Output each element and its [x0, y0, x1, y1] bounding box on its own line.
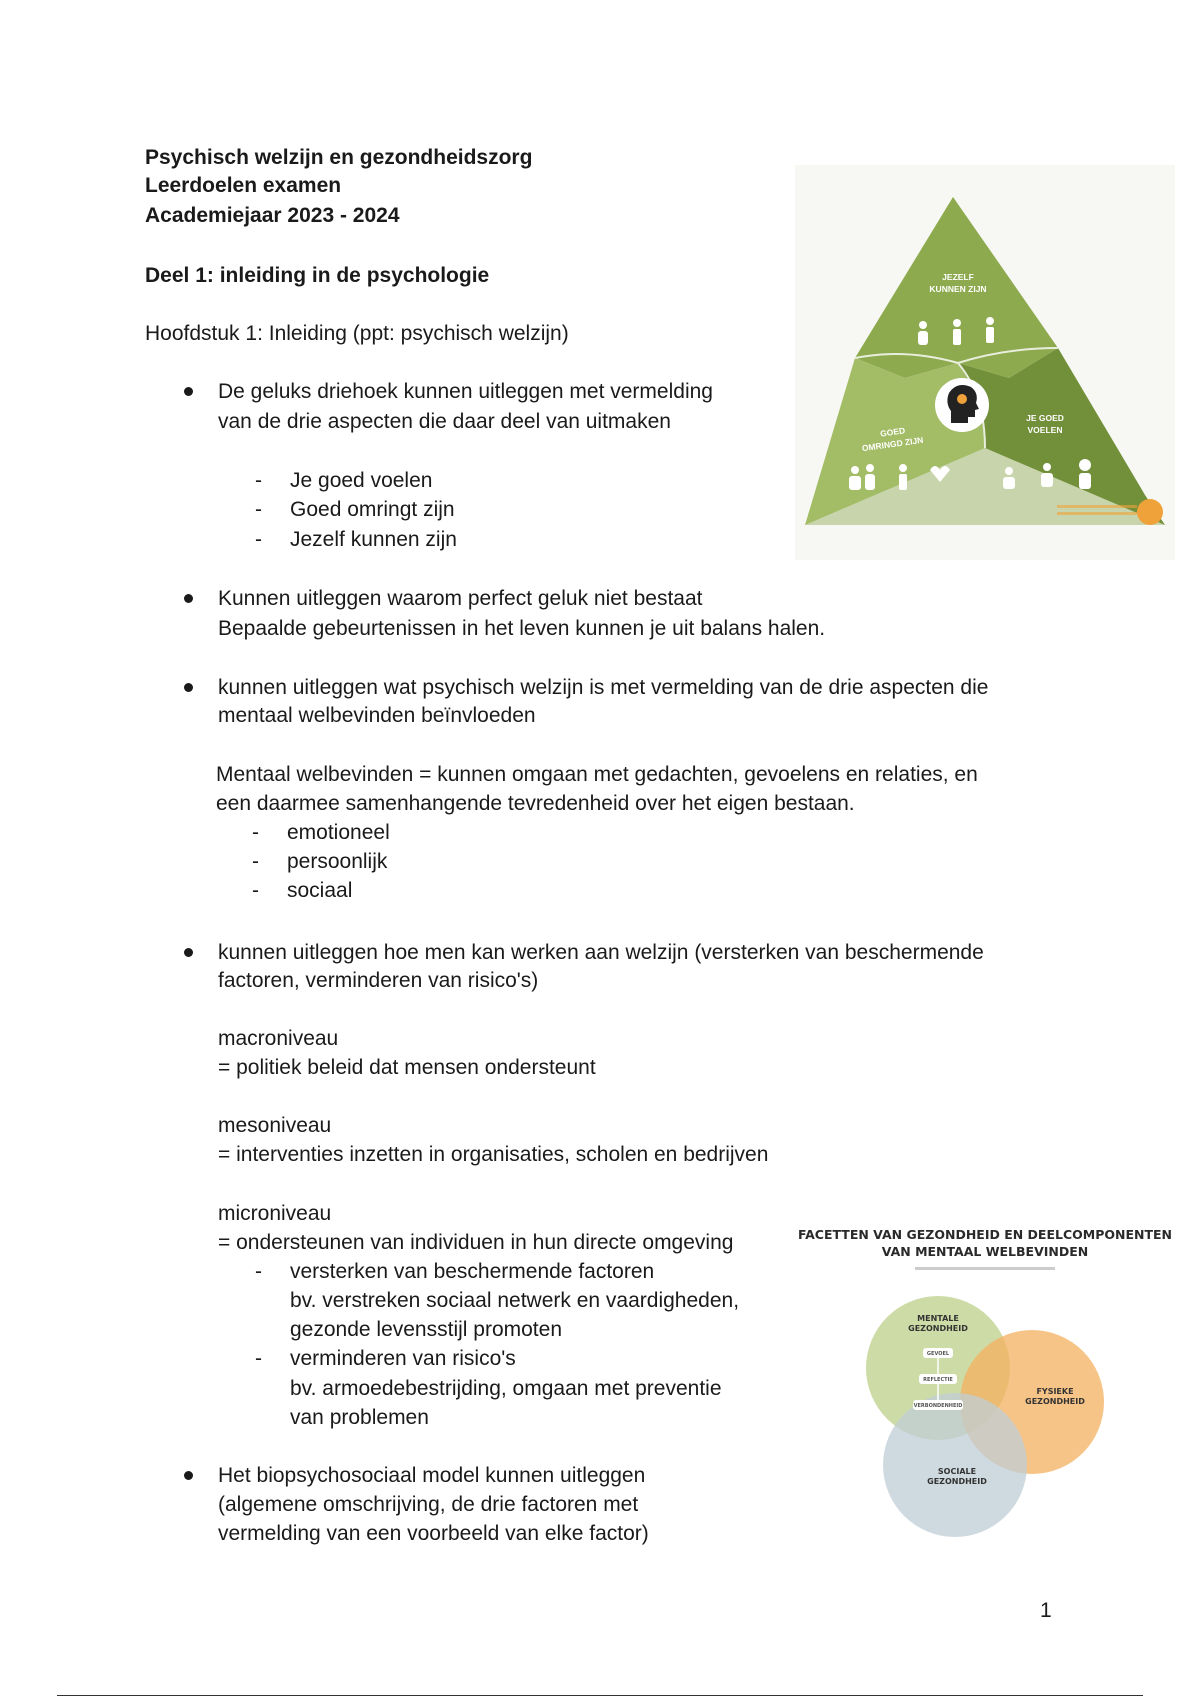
level-macro-desc: = politiek beleid dat mensen ondersteunt	[218, 1056, 596, 1079]
dash: -	[252, 850, 259, 873]
label-left-1: GOED	[879, 425, 906, 439]
page-bottom-rule	[57, 1695, 1143, 1696]
label-right-2: VOELEN	[1027, 425, 1063, 435]
bullet-5-line-3: vermelding van een voorbeeld van elke factor)	[218, 1522, 649, 1545]
level-meso-name: mesoniveau	[218, 1114, 332, 1137]
micro-sub-1-ex-2: gezonde levensstijl promoten	[290, 1318, 562, 1341]
bullet-1-sub-1: Je goed voelen	[290, 469, 433, 492]
health-facets-venn-figure	[795, 1220, 1175, 1545]
bullet-2-line-2: Bepaalde gebeurtenissen in het leven kunnen je uit balans halen.	[218, 617, 826, 640]
bullet-dot	[184, 387, 193, 396]
dash: -	[255, 469, 262, 492]
level-meso-desc: = interventies inzetten in organisaties, scholen en bedrijven	[218, 1143, 769, 1166]
bullet-1-line-2: van de drie aspecten die daar deel van uitmaken	[218, 410, 671, 433]
dash: -	[252, 879, 259, 902]
bullet-4-line-2: factoren, verminderen van risico's)	[218, 969, 539, 992]
label-right-1: JE GOED	[1026, 413, 1064, 423]
page-number: 1	[1040, 1599, 1052, 1622]
micro-sub-1-ex-1: bv. verstreken sociaal netwerk en vaardigheden,	[290, 1289, 740, 1312]
mental-label-1: MENTALE	[917, 1314, 959, 1323]
bullet-dot	[184, 1471, 193, 1480]
level-micro-name: microniveau	[218, 1202, 332, 1225]
aspect-emotional: emotioneel	[287, 821, 390, 844]
micro-sub-2-title: verminderen van risico's	[290, 1347, 516, 1370]
dash: -	[255, 498, 262, 521]
section-title: Deel 1: inleiding in de psychologie	[145, 264, 490, 287]
bullet-2-line-1: Kunnen uitleggen waarom perfect geluk niet bestaat	[218, 587, 703, 610]
chapter-title: Hoofdstuk 1: Inleiding (ppt: psychisch welzijn)	[145, 322, 569, 345]
accent-circle	[1137, 499, 1163, 525]
dash: -	[255, 1260, 262, 1283]
bullet-3-line-2: mentaal welbevinden beïnvloeden	[218, 704, 536, 727]
dash: -	[255, 1347, 262, 1370]
micro-sub-2-ex-1: bv. armoedebestrijding, omgaan met preventie	[290, 1377, 722, 1400]
label-top-2: KUNNEN ZIJN	[929, 284, 987, 294]
source-caption-line	[1057, 512, 1137, 515]
social-label-1: SOCIALE	[937, 1467, 977, 1476]
aspect-personal: persoonlijk	[287, 850, 388, 873]
level-macro-name: macroniveau	[218, 1027, 339, 1050]
bullet-dot	[184, 948, 193, 957]
bullet-3-line-1: kunnen uitleggen wat psychisch welzijn is met vermelding van de drie aspecten die	[218, 676, 989, 699]
micro-sub-1-title: versterken van beschermende factoren	[290, 1260, 655, 1283]
label-left-2: OMRINGD ZIJN	[861, 434, 924, 454]
aspect-social: sociaal	[287, 879, 353, 902]
venn-source-line	[915, 1267, 1055, 1270]
bullet-1-line-1: De geluks driehoek kunnen uitleggen met vermelding	[218, 380, 713, 403]
dash: -	[255, 528, 262, 551]
document-title: Psychisch welzijn en gezondheidszorg	[145, 146, 533, 169]
physical-label-2: GEZONDHEID	[1025, 1397, 1085, 1406]
social-label-2: GEZONDHEID	[927, 1477, 987, 1486]
bullet-5-line-2: (algemene omschrijving, de drie factoren met	[218, 1493, 639, 1516]
venn-title-line-1: FACETTEN VAN GEZONDHEID EN DEELCOMPONENTEN	[798, 1227, 1172, 1242]
pill-reflection-text: REFLECTIE	[923, 1377, 953, 1383]
document-subtitle: Leerdoelen examen	[145, 174, 342, 197]
bullet-1-sub-2: Goed omringt zijn	[290, 498, 455, 521]
micro-sub-2-ex-2: van problemen	[290, 1406, 429, 1429]
definition-line-1: Mentaal welbevinden = kunnen omgaan met gedachten, gevoelens en relaties, en	[216, 763, 978, 786]
mental-label-2: GEZONDHEID	[908, 1324, 968, 1333]
label-top-1: JEZELF	[942, 272, 974, 282]
pill-feeling-text: GEVOEL	[926, 1351, 950, 1357]
bullet-5-line-1: Het biopsychosociaal model kunnen uitleggen	[218, 1464, 646, 1487]
bullet-dot	[184, 683, 193, 692]
source-caption-line	[1057, 505, 1137, 508]
academic-year: Academiejaar 2023 - 2024	[145, 204, 400, 227]
level-micro-desc: = ondersteunen van individuen in hun directe omgeving	[218, 1231, 734, 1254]
pill-connectedness-text: VERBONDENHEID	[913, 1403, 963, 1409]
circle-social-health	[883, 1393, 1027, 1537]
bullet-1-sub-3: Jezelf kunnen zijn	[290, 528, 457, 551]
venn-title-line-2: VAN MENTAAL WELBEVINDEN	[881, 1244, 1089, 1259]
happiness-triangle-figure	[795, 165, 1175, 560]
dash: -	[252, 821, 259, 844]
bullet-dot	[184, 594, 193, 603]
bullet-4-line-1: kunnen uitleggen hoe men kan werken aan welzijn (versterken van beschermende	[218, 941, 984, 964]
physical-label-1: FYSIEKE	[1036, 1387, 1074, 1396]
definition-line-2: een daarmee samenhangende tevredenheid over het eigen bestaan.	[216, 792, 855, 815]
